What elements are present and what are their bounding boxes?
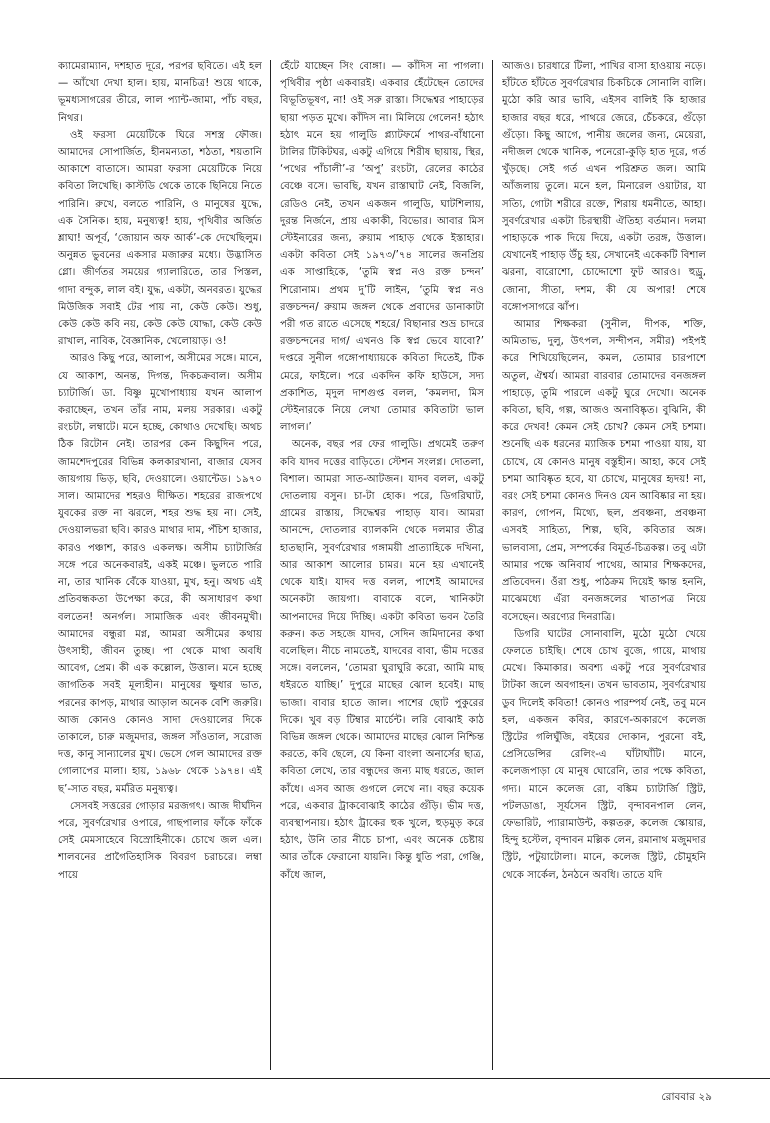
paragraph: আরও কিছু পরে, আলাপ, অসীমের সঙ্গে। মানে, যে আকাশ, অনন্ত, দিগন্ত, দিকচক্রবাল। অসীম চ্যাটার্জি। ডা. বিষ্ণু মুখোপাধ্যায় যখন আলাপ করাচ্ছেন, তখন তাঁর নাম, মলয় সরকার। একটু রংচটা, লম্বাটে। মনে হচ্ছে, কোথাও দেখেছি। অথচ ঠিক রিটোন নেই। তারপর কেন কিছুদিন পরে, জামশেদপুরের বিভিন্ন কলকারখানা, বাজার যেসব জায়গায় ভিড়, ছবি, দেওয়ালে। ওয়ান্টেড। ১৯৭০ সাল। আমাদের শহরও দীক্ষিত। শহরের রাজপথে যুবকের রক্ত না ঝরলে, শহর শুদ্ধ হয় না। সেই, দেওয়ালভরা ছবি। কারও মাথার দাম, পঁচিশ হাজার, কারও পঞ্চাশ, কারও একলক্ষ। অসীম চ্যাটার্জির সঙ্গে পরে অনেকবারই, একই মঞ্চে। ভুলতে পারি না, তার খানিক বেঁকে যাওয়া, মুখ, হনু। অথচ এই প্রতিবন্ধকতা উপেক্ষা করে, কী অসাধারণ কথা বলতেন! অনর্গল। সামাজিক এবং জীবনমুখী। আমাদের বন্ধুরা মগ্ন, আমরা অসীমের কথায় উৎসাহী, জীবন তুচ্ছ। পা থেকে মাথা অবধি আবেগ, প্রেম। কী এক কল্লোল, উত্তাল। মনে হচ্ছে জাগতিক সবই মূল্যহীন। মানুষের ক্ষুধার ভাত, পরনের কাপড়, মাথার আড়াল অনেক বেশি জরুরি। আজ কোনও কোনও সাদা দেওয়ালের দিকে তাকালে, চারু মজুমদার, জঙ্গল সাঁওতাল, সরোজ দত্ত, কানু সান্যালের মুখ। ভেসে গেল আমাদের রক্ত গোলাপের মালা। হায়, ১৯৬৮ থেকে ১৯৭৪। এই ছ’-সাত বছর, মর্মরিত মনুষ্যত্ব। [58,353,262,795]
paragraph: ডিগরি ঘাটের সোনাবালি, মুঠো মুঠো খেয়ে ফেলতে চাইছি। শেষে চোখ বুজে, গায়ে, মাথায় মেখে। কিমাকার। অবশ্য একটু পরে সুবর্ণরেখার টাটকা জলে অবগাহন। তখন ভাবতাম, সুবর্ণরেখায় ডুব দিলেই কবিতা! কোনও পারম্পর্য নেই, তবু মনে হল, একজন কবির, কারণে-অকারণে কলেজ স্ট্রিটের গলিঘুঁজি, বইয়ের দোকান, পুরনো বই, প্রেসিডেন্সির রেলিং-এ ঘাঁটাঘাঁটি। মানে, কলেজপাড়া যে মানুষ ঘোরেনি, তার পক্ষে কবিতা, গদ্য। মানে কলেজ রো, বঙ্কিম চ্যাটার্জি স্ট্রিট, পটলডাঙা, সূর্যসেন স্ট্রিট, বৃন্দাবনপাল লেন, ফেভারিট, প্যারামাউন্ট, কল্পতরু, কলেজ স্কোয়ার, হিন্দু হস্টেল, বৃন্দাবন মল্লিক লেন, রমানাথ মজুমদার স্ট্রিট, পটুয়াটোলা। মানে, কলেজ স্ট্রিট, চৌমুহনি থেকে সার্কেল, ঠনঠনে অবধি। তাতে যদি [502,628,706,881]
paragraph: আমার শিক্ষকরা (সুনীল, দীপক, শক্তি, অমিতাভ, দুলু, উৎপল, সন্দীপন, সমীর) পইপই করে শিখিয়েছিলেন, কমল, তোমার চারপাশে অতুল, ঐশ্বর্য। আমরা বারবার তোমাদের বনজঙ্গল পাহাড়ে, তুমি পারলে একটু ঘুরে দেখো। অনেক কবিতা, ছবি, গল্প, আজও অনাবিষ্কৃত। বুঝিনি, কী করে দেখব! কেমন সেই চোখ? কেমন সেই চশমা। শুনেছি এক ধরনের ম্যাজিক চশমা পাওয়া যায়, যা চোখে, যে কোনও মানুষ বস্তুহীন। আহা, কবে সেই চশমা আবিষ্কৃত হবে, যা চোখে, মানুষের হৃদয়! না, বরং সেই চশমা কোনও দিনও যেন আবিষ্কার না হয়। কারণ, গোপন, মিথ্যে, ছল, প্রবঞ্চনা, প্রবঞ্চনা এসবই সাহিত্য, শিল্প, ছবি, কবিতার অঙ্গ। ভালবাসা, প্রেম, সম্পর্কের বিমূর্ত-চিত্রকল্প। তবু এটা আমার পক্ষে অনিবার্য পাথেয়, আমার শিক্ষকদের, প্রতিবেদন। ওঁরা শুধু, পাঠক্রম দিয়েই ক্ষান্ত হননি, মাঝেমধ্যে এঁরা বনজঙ্গলের খাতাপত্র নিয়ে বসেছেন। অরণ্যের দিনরাত্রি। [502,319,706,623]
text-column-1 [58,58,262,1068]
paragraph: ক্যামেরাম্যান, দশহাত দূরে, পরপর ছবিতে। এই হল — আঁখো দেখা হাল। হায়, মানচিত্র! শুয়ে থাকে, ভূমধ্যসাগরের তীরে, লাল প্যান্ট-জামা, পাঁচ বছর, নিথর। [58,61,262,124]
text-column-3 [502,58,706,1068]
page-folio: রোববার ২৯ [661,1091,712,1103]
footer-rule [0,1078,770,1079]
paragraph: হেঁটে যাচ্ছেন সিং বোঙ্গা। — কাঁদিস না পাগলা। পৃথিবীর পৃষ্ঠা একবারই। একবার হেঁটেছেন তোদের বিভূতিভূষণ, না! ওই সরু রাস্তা। সিদ্ধেশ্বর পাহাড়ের ছায়া পড়ত মুখে। কাঁদিস না। মিলিয়ে গেলেন! হঠাৎ হঠাৎ মনে হয় গালুডি প্ল্যাটফর্মে পাথর-বাঁধানো টালির টিকিটঘর, একটু এগিয়ে শিরীষ ছায়ায়, স্থির, ‘পথের পাঁচালী’-র ‘অপু’ রংচটা, রেলের কাঠের বেঞ্চে বসে। ভাবছি, যখন রাস্তাঘাট নেই, বিজলি, রেডিও নেই, তখন একজন গালুডি, ঘাটশিলায়, দুরন্ত নির্জনে, প্রায় একাকী, বিভোর। আবার মিস স্টেইনারের জন্য, রুয়াম পাহাড় থেকে ইস্তাহার। একটা কবিতা সেই ১৯৭৩/’৭৪ সালের জনপ্রিয় এক সাপ্তাহিকে, ‘তুমি স্বপ্ন নও রক্ত চন্দন’ শিরোনাম। প্রথম দু’টি লাইন, ‘তুমি স্বপ্ন নও রক্তচন্দন/ রুয়াম জঙ্গল থেকে প্রবাদের ডানাকাটা পরী গত রাতে এসেছে শহরে/ বিছানার শুভ্র চাদরে রক্তচন্দনের দাগ/ এখনও কি স্বপ্ন ভেবে যাবো?’ দপ্তরে সুনীল গঙ্গোপাধ্যায়কে কবিতা দিতেই, টিক মেরে, ফাইলে। পরে একদিন কফি হাউসে, সদ্য প্রকাশিত, মৃদুল দাশগুপ্ত বলল, ‘কমলদা, মিস স্টেইনারকে নিয়ে লেখা তোমার কবিতাটা ভাল লাগল।’ [280,61,484,434]
column-divider [492,60,493,1070]
paragraph: ওই ফরসা মেয়েটিকে ঘিরে সশস্ত্র ফৌজ। আমাদের সোপার্জিত, হীনমন্যতা, শঠতা, শয়তানি আকাশে বাতাসে। আমরা ফরসা মেয়েটিকে নিয়ে কবিতা লিখেছি। কাস্টডি থেকে তাকে ছিনিয়ে নিতে পারিনি। রুখে, বলতে পারিনি, ও মানুষের যুদ্ধে, এক সৈনিক। হায়, মনুষ্যত্ব! হায়, পৃথিবীর অর্জিত শ্লাঘা! অপূর্ব, ‘জোয়ান অফ আর্ক’-কে দেখেছিলুম। অনুন্নত ভুবনের একসার মজারুর মধ্যে। উদ্ভাসিত গ্লো। জীর্ণতর সময়ের গ্যালারিতে, তার পিস্তল, গাদা বন্দুক, লাল বই। যুদ্ধ, একটা, অনবরত। যুদ্ধের মিউজিক সবাই টের পায় না, কেউ কেউ। শুধু, কেউ কেউ কবি নয়, কেউ কেউ যোদ্ধা, কেউ কেউ রাখাল, নাবিক, বৈজ্ঞানিক, খেলোয়াড়। ও! [58,129,262,348]
paragraph: সেসবই সত্তরের গোড়ার মরজগৎ। আজ দীর্ঘদিন পরে, সুবর্ণরেখার ওপারে, গাছপালার ফাঁকে ফাঁকে সেই মেমসাহেবে বিস্রোহিনীকে। চোখে জল এল। শালবনের প্রাগৈতিহাসিক বিবরণ চরাচরে। লম্বা পায়ে [58,800,262,881]
paragraph: অনেক, বছর পর ফের গালুডি। প্রথমেই তরুণ কবি যাদব দত্তের বাড়িতে। স্টেশন সংলগ্ন। দোতলা, বিশাল। আমরা সাত-আটজন। যাদব বলল, একটু দোতলায় বসুন। চা-টা হোক। পরে, ডিগরিঘাট, গ্রামের রাস্তায়, সিদ্ধেশ্বর পাহাড় যাব। আমরা আনন্দে, দোতলার ব্যালকনি থেকে দলমার তীব্র হাতছানি, সুবর্ণরেখার গঙ্গাময়ী প্রাত্যাহিকে দখিনা, আর আকাশ আলোর চামর। মনে হয় এখানেই থেকে যাই। যাদব দত্ত বলল, পাশেই আমাদের অনেকটা জায়গা। বাবাকে বলে, খানিকটা আপনাদের দিয়ে দিচ্ছি। একটা কবিতা ভবন তৈরি করুন। কত সহজে যাদব, সেদিন জমিদানের কথা বলেছিল। নীচে নামতেই, যাদবের বাবা, ভীম দত্তের সঙ্গে। বললেন, ‘তোমরা ঘুরাঘুরি করো, আমি মাছ ধইরতে যাচ্ছি।’ দুপুরে মাছের ঝোল হবেই। মাছ ভাজা। বাবার হাতে জাল। পাশের ছোট পুকুরের দিকে। খুব বড় টিম্বার মার্চেন্ট। লরি বোঝাই কাঠ বিভিন্ন জঙ্গল থেকে। আমাদের মাছের ঝোল নিশ্চিন্ত করতে, কবি ছেলে, যে কিনা বাংলা অনার্সের ছাত্র, কবিতা লেখে, তার বন্ধুদের জন্য মাছ ধরতে, জাল কাঁধে। এসব আজ গুগলে লেখে না। বছর কয়েক পরে, একবার ট্রাকবোঝাই কাঠের গুঁড়ি। ভীম দত্ত, ব্যবস্থাপনায়। হঠাৎ ট্রাকের হুক খুলে, হুড়মুড় করে হঠাৎ, উনি তার নীচে চাপা, এবং অনেক চেষ্টায় আর তাঁকে ফেরানো যায়নি। কিন্তু ধুতি পরা, গেঞ্জি, কাঁধে জাল, [280,439,484,881]
paragraph: আজও। চারধারে টিলা, পাখির বাসা হাওয়ায় নড়ে। হাঁটতে হাঁটতে সুবর্ণরেখার চিকচিকে সোনালি বালি। মুঠো করি আর ভাবি, এইসব বালিই কি হাজার হাজার বছর ধরে, পাথরে জেরে, চেঁচকরে, গুঁড়ো গুঁড়ো। কিছু আগে, পানীয় জলের জন্য, মেয়েরা, নদীজল থেকে খানিক, পনেরো-কুড়ি হাত দূরে, গর্ত খুঁড়ছে। সেই গর্ত এখন পরিশ্রুত জল। আমি আঁজলায় তুলে। মনে হল, মিনারেল ওয়াটার, যা সত্যি, গোটা শরীরে রক্তে, শিরায় ধমনীতে, আহা। সুবর্ণরেখার একটা চিরস্থায়ী ঐতিহ্য বর্তমান। দলমা পাহাড়কে পাক দিয়ে দিয়ে, একটা তরঙ্গ, উত্তাল। যেখানেই পাহাড় উঁচু হয়, সেখানেই একেকটি বিশাল ঝরনা, বারোশো, চোদ্দোশো ফুট আরও। হুড্রু, জোনা, সীতা, দশম, কী যে অপার! শেষে বঙ্গোপসাগরে ঝাঁপ। [502,61,706,313]
text-column-2 [280,58,484,1068]
column-divider [270,60,271,1070]
